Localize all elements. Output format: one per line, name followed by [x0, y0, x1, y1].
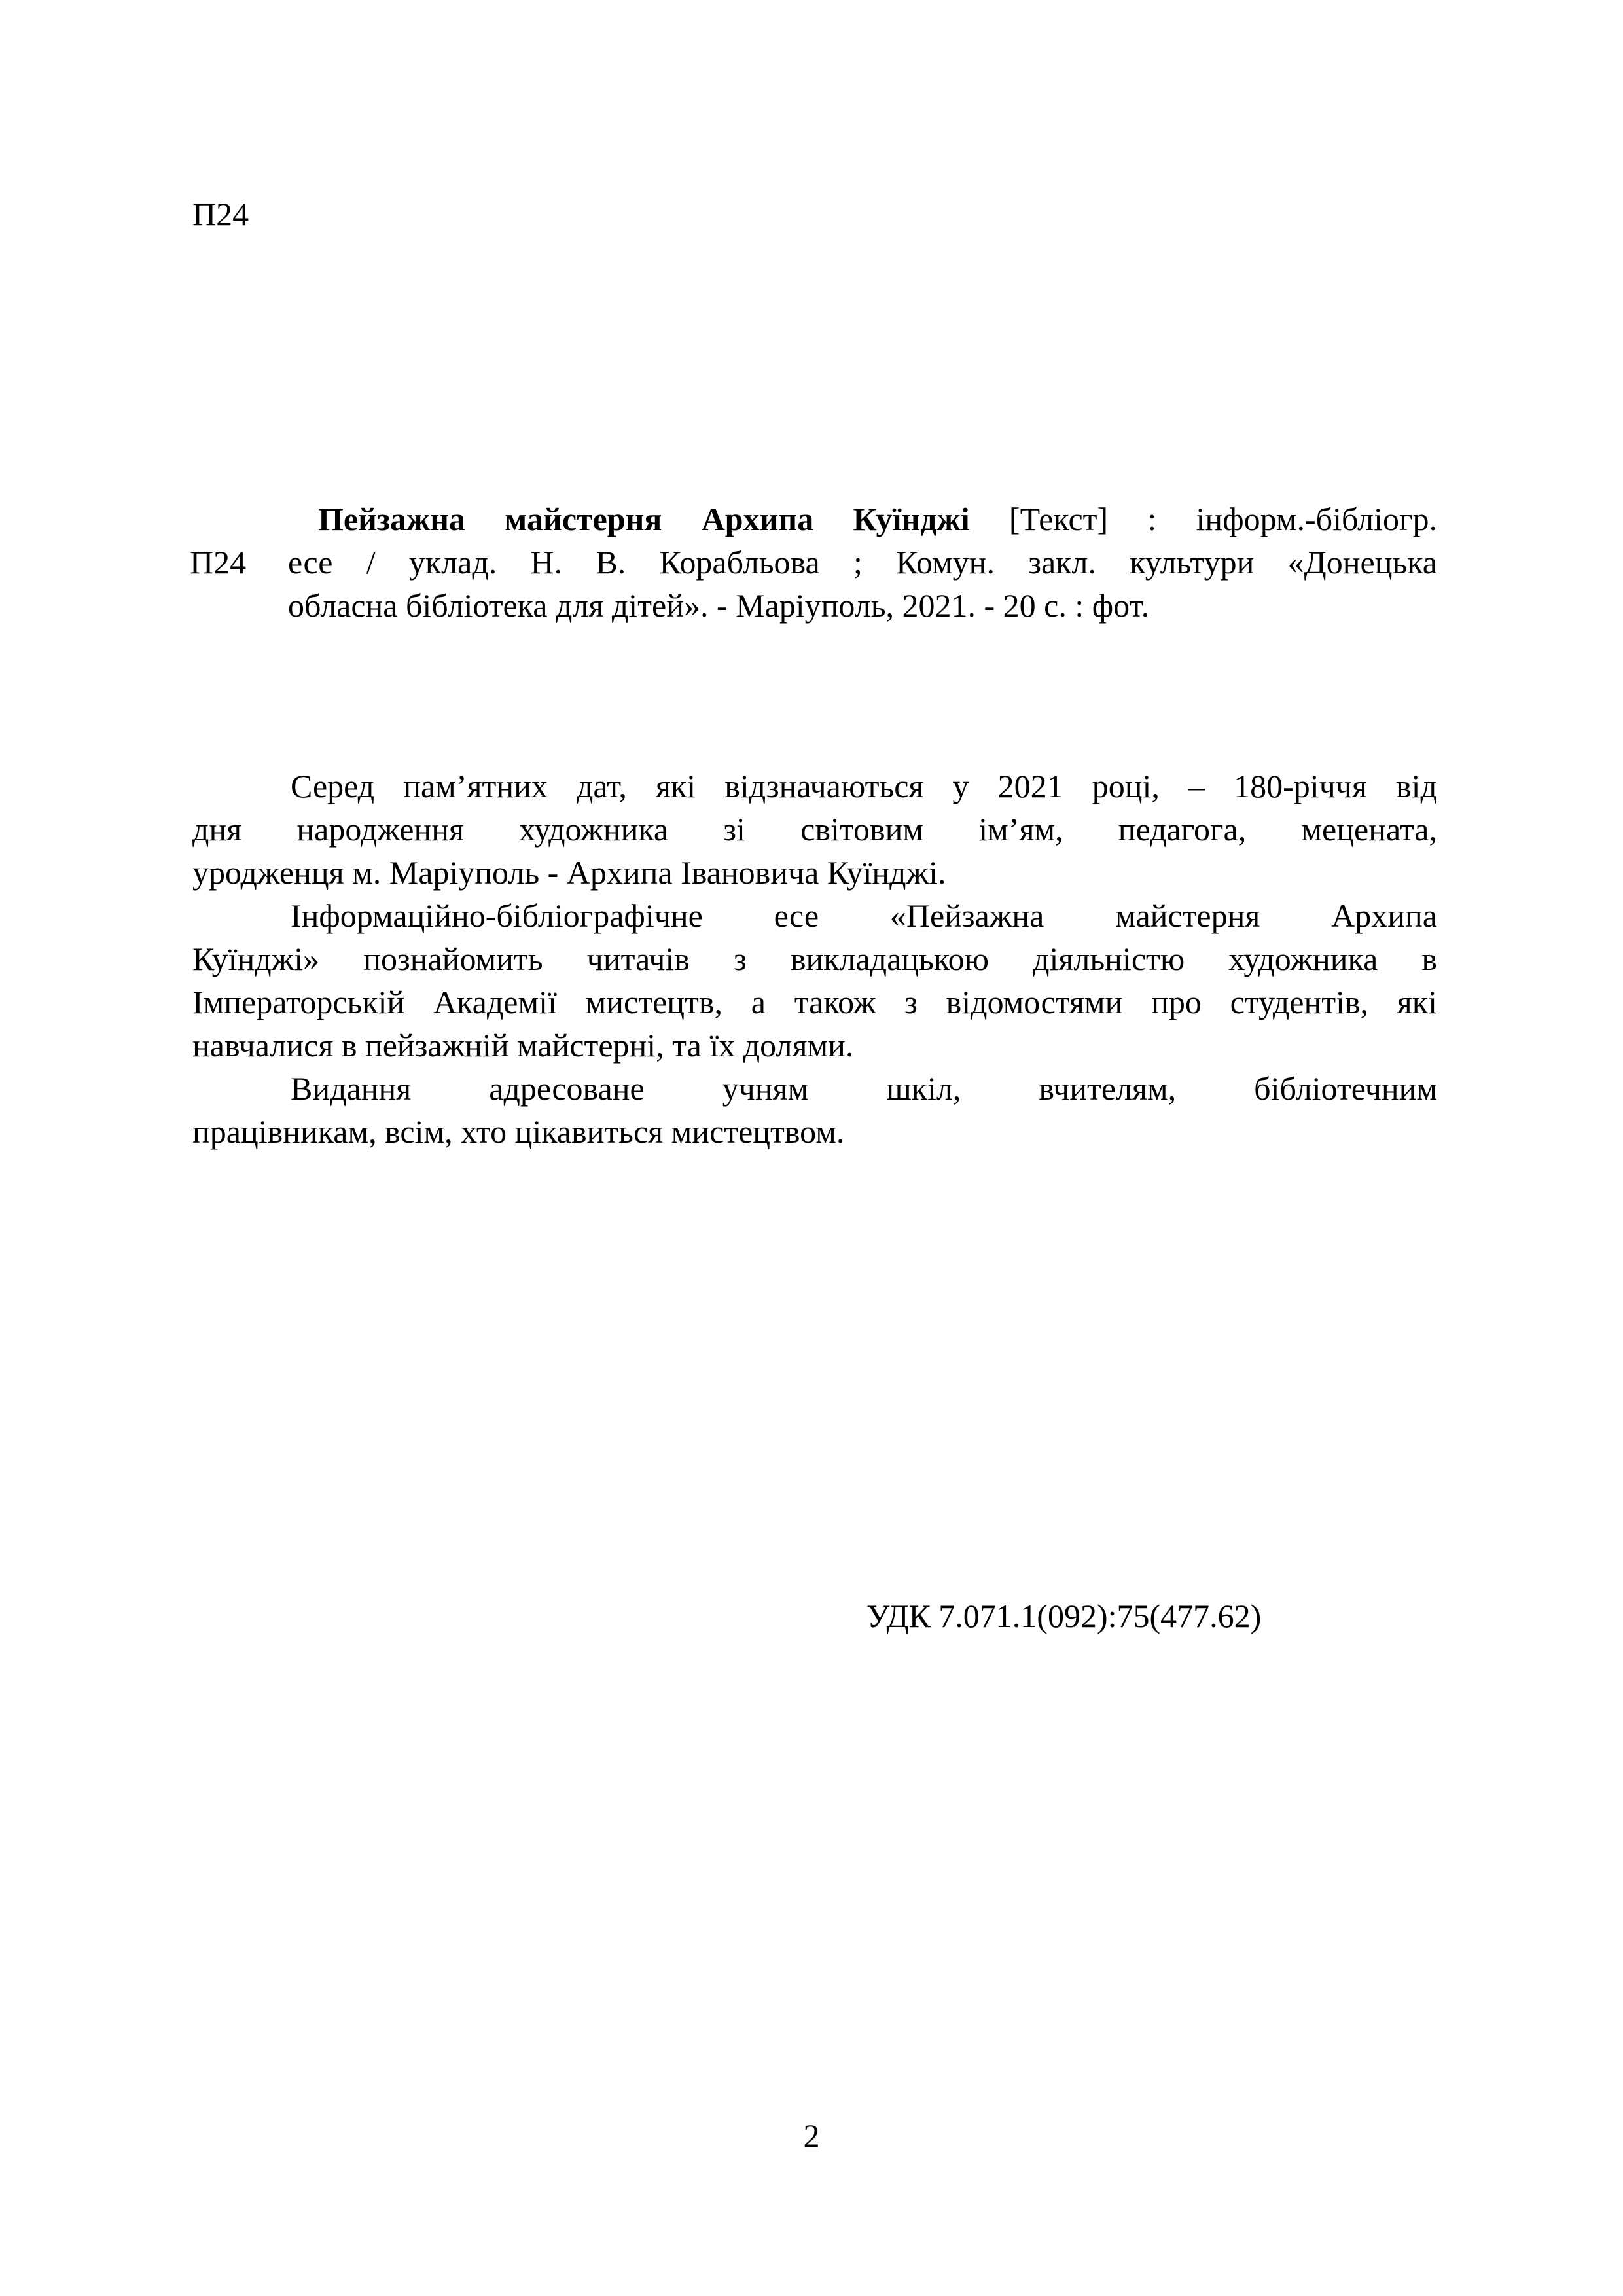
- annotation-line: дня народження художника зі світовим ім’ям, педагога, мецената,: [192, 811, 1437, 848]
- bib-line-3: обласна бібліотека для дітей». - Маріуполь, 2021. - 20 с. : фот.: [288, 587, 1150, 624]
- annotation-line: Видання адресоване учням шкіл, вчителям, бібліотечним: [291, 1070, 1437, 1107]
- bib-line-1: [318, 497, 1437, 541]
- annotation: [192, 764, 1437, 1153]
- bibliographic-entry: [190, 497, 1437, 627]
- annotation-line: Імператорській Академії мистецтв, а також з відомостями про студентів, які: [192, 984, 1437, 1020]
- bib-code: П24: [190, 544, 247, 581]
- annotation-line: працівникам, всім, хто цікавиться мистецтвом.: [192, 1113, 845, 1150]
- bib-line-2: есе / уклад. Н. В. Корабльова ; Комун. закл. культури «Донецька: [288, 544, 1437, 581]
- bib-line-1-rest: [Текст] : інформ.-бібліогр.: [969, 501, 1437, 537]
- annotation-line: Інформаційно-бібліографічне есе «Пейзажна майстерня Архипа: [291, 897, 1437, 934]
- annotation-line: Серед пам’ятних дат, які відзначаються у 2021 році, – 180-річчя від: [291, 768, 1437, 804]
- class-mark: П24: [192, 196, 249, 232]
- annotation-line: Куїнджі» познайомить читачів з викладацькою діяльністю художника в: [192, 941, 1437, 977]
- udc-code: УДК 7.071.1(092):75(477.62): [866, 1598, 1262, 1634]
- annotation-line: навчалися в пейзажній майстерні, та їх долями.: [192, 1027, 854, 1064]
- book-title: Пейзажна майстерня Архипа Куїнджі: [318, 501, 970, 537]
- annotation-line: уродженця м. Маріуполь - Архипа Івановича Куїнджі.: [192, 854, 946, 891]
- page-number: 2: [803, 2117, 820, 2154]
